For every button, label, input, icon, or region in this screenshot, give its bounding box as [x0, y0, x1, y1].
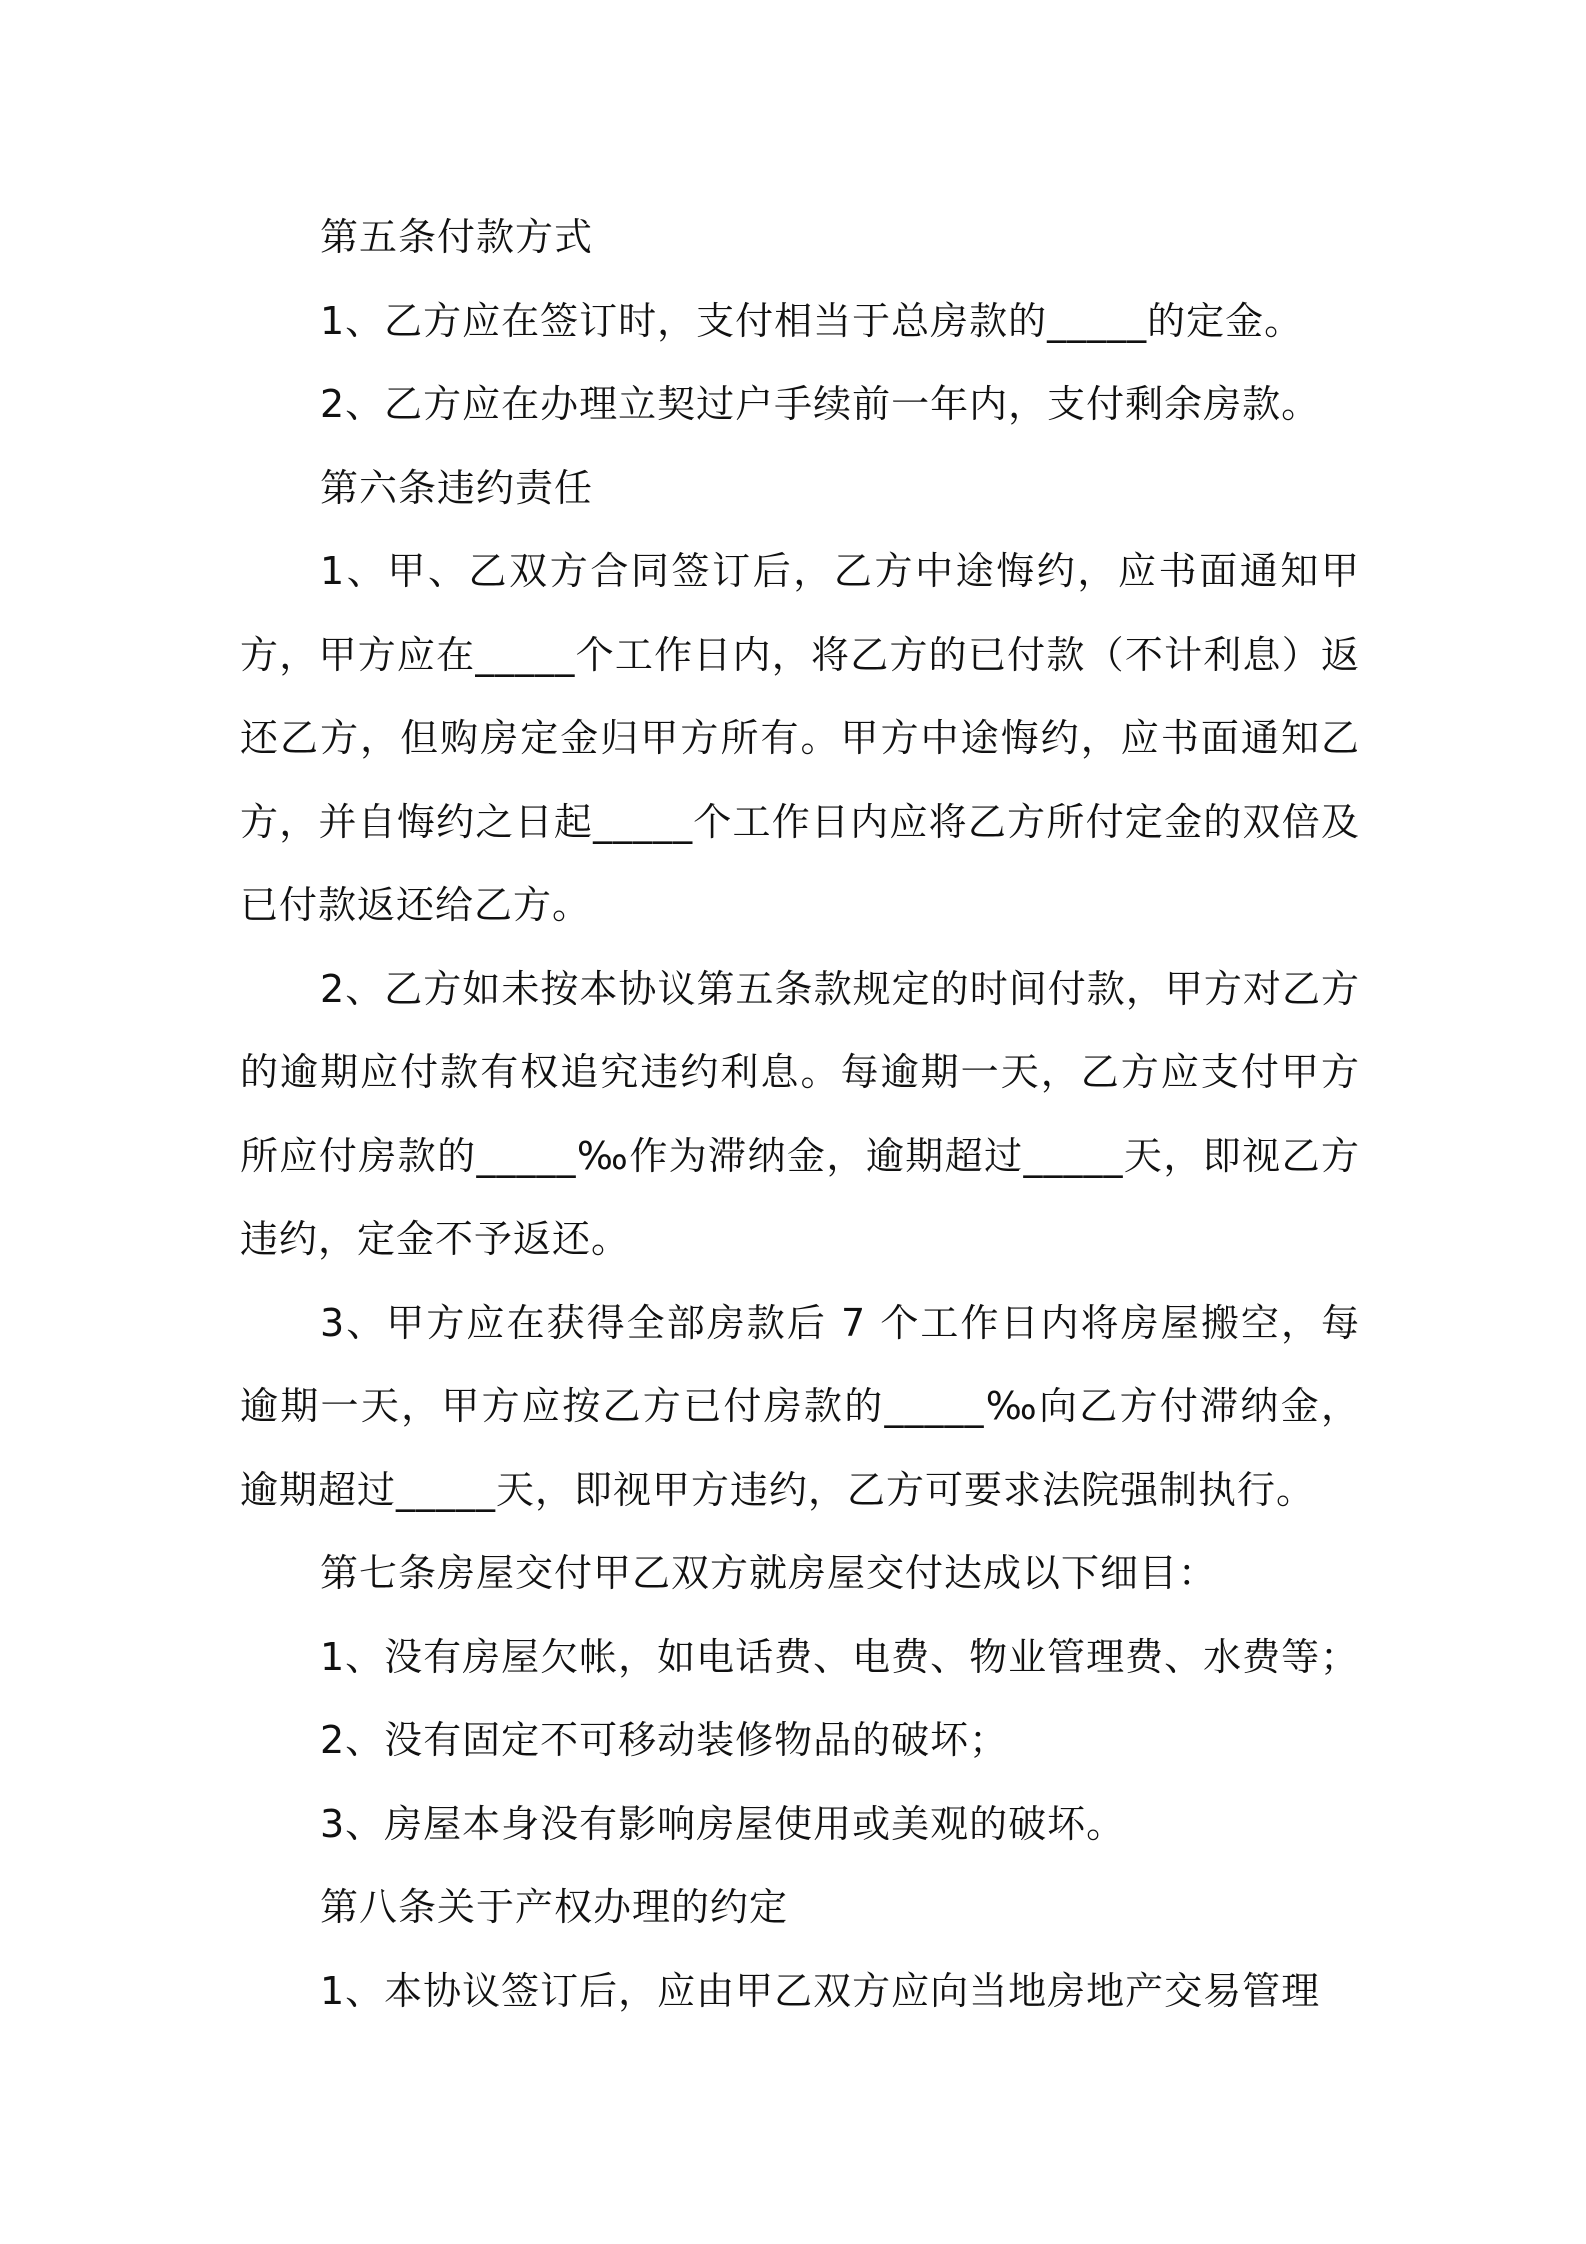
article-7-item-3: 3、房屋本身没有影响房屋使用或美观的破坏。: [320, 1801, 1126, 1846]
article-7-item-2: 2、没有固定不可移动装修物品的破坏；: [320, 1718, 1009, 1762]
article-7-heading: 第七条房屋交付甲乙双方就房屋交付达成以下细目：: [320, 1551, 1218, 1595]
article-6-heading: 第六条违约责任: [320, 465, 594, 510]
article-5-clause-2: 2、乙方应在办理立契过户手续前一年内，支付剩余房款。: [320, 382, 1321, 426]
article-5-clause-1: 1、乙方应在签订时，支付相当于总房款的_____的定金。: [320, 298, 1304, 343]
article-5-heading: 第五条付款方式: [320, 215, 594, 259]
article-6-clause-2: 2、乙方如未按本协议第五条款规定的时间付款，甲方对乙方的逾期应付款有权追究违约利息。每逾期一天，乙方应支付甲方所应付房款的_____‰作为滞纳金，逾期超过_____天，即视乙方违约，定金不予返还。: [240, 966, 1360, 1261]
article-8-clause-1: 1、本协议签订后，应由甲乙双方应向当地房地产交易管理: [320, 1968, 1321, 2013]
article-8-heading: 第八条关于产权办理的约定: [320, 1885, 789, 1929]
document-page: [240, 196, 1360, 2033]
article-7-item-1: 1、没有房屋欠帐，如电话费、电费、物业管理费、水费等；: [320, 1634, 1360, 1679]
article-6-clause-1: 1、甲、乙双方合同签订后，乙方中途悔约，应书面通知甲方，甲方应在_____个工作日内，将乙方的已付款（不计利息）返还乙方，但购房定金归甲方所有。甲方中途悔约，应书面通知乙方，并自悔约之日起_____个工作日内应将乙方所付定金的双倍及已付款返还给乙方。: [240, 549, 1360, 927]
article-6-clause-3: 3、甲方应在获得全部房款后 7 个工作日内将房屋搬空，每逾期一天，甲方应按乙方已付房款的_____‰向乙方付滞纳金，逾期超过_____天，即视甲方违约，乙方可要求法院强制执行。: [240, 1300, 1360, 1512]
